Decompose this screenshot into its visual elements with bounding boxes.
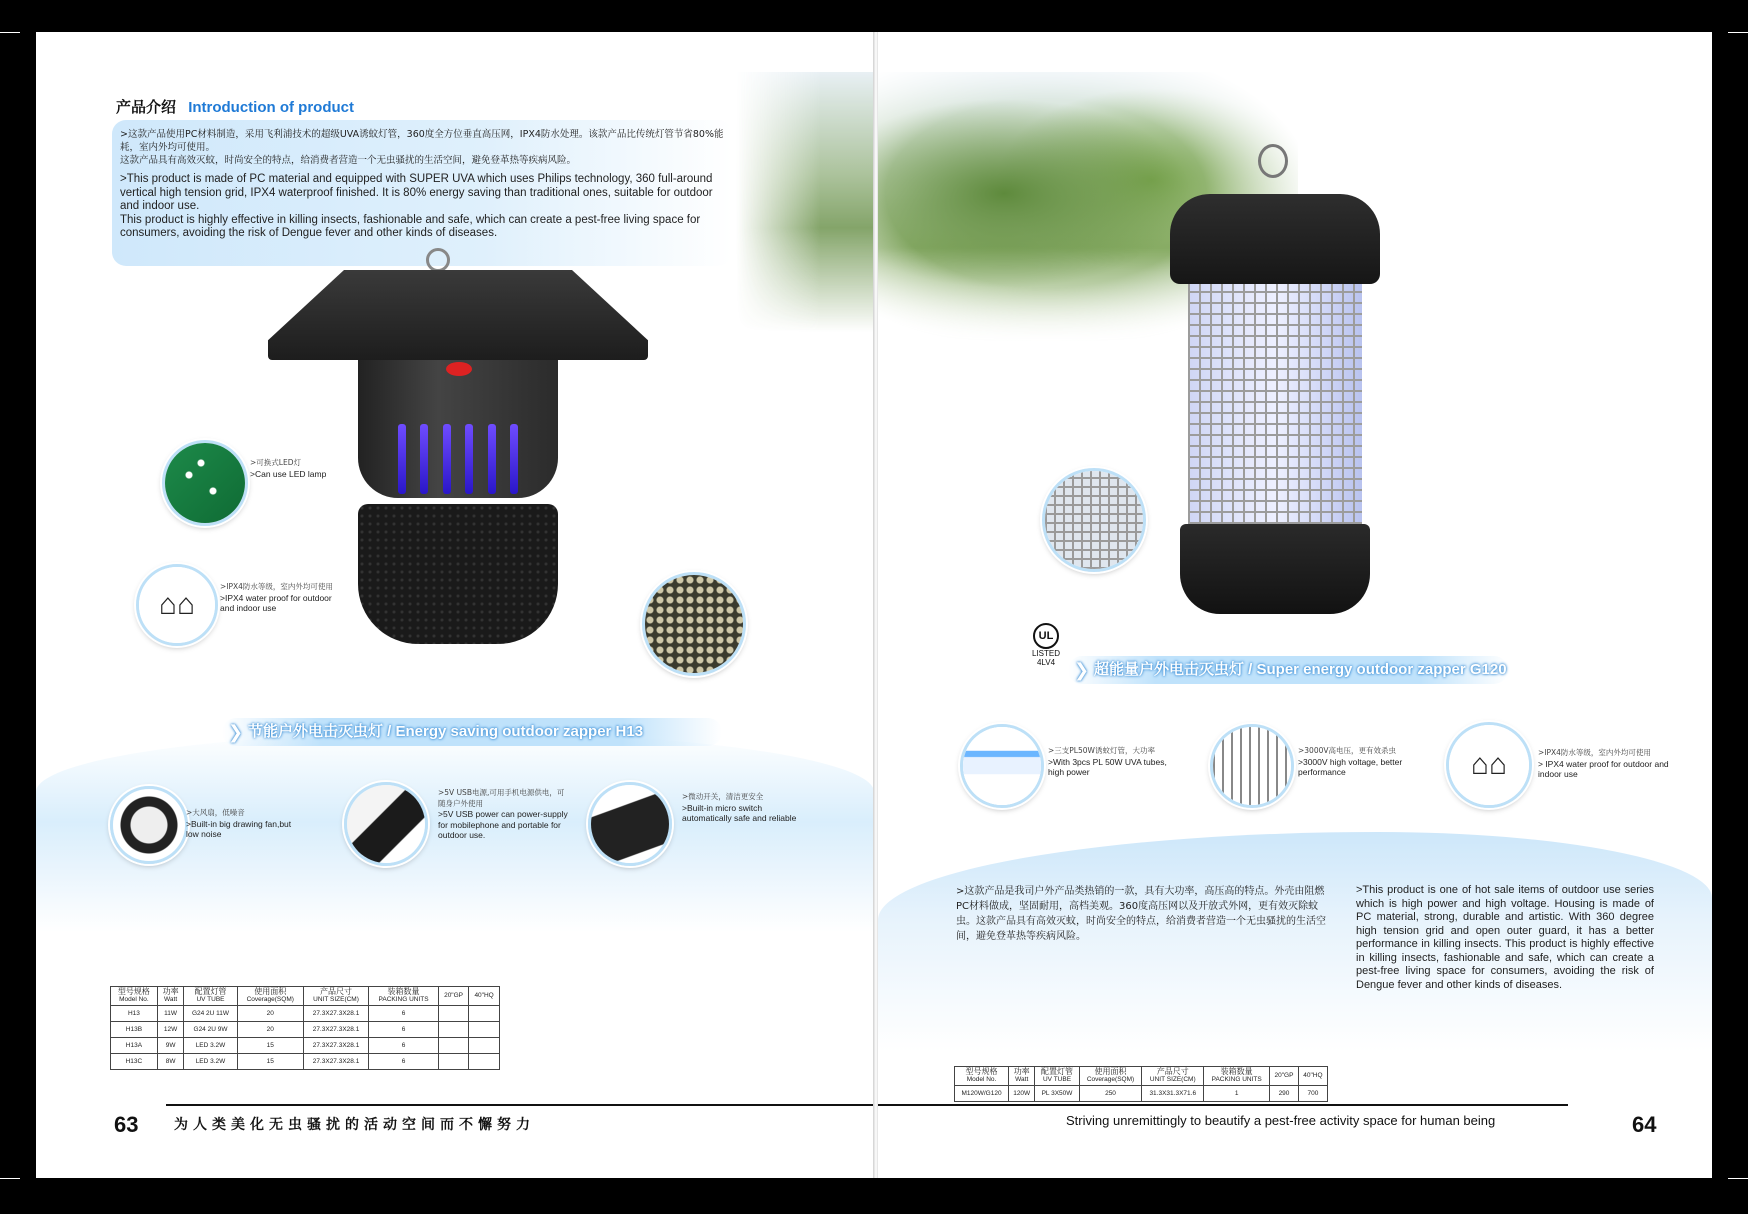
- feature-ipx4: >IPX4防水等级，室内外均可使用 >IPX4 water proof for outdoor and indoor use: [220, 582, 333, 613]
- footer-rule: [878, 1104, 1568, 1106]
- table-cell: 15: [237, 1054, 303, 1070]
- intro-cn-2: 这款产品具有高效灭蚊，时尚安全的特点，给消费者营造一个无虫骚扰的生活空间，避免登革热等疾病风险。: [120, 155, 577, 166]
- table-cell: 31.3X31.3X71.6: [1142, 1086, 1204, 1102]
- indicator-light: [446, 362, 472, 376]
- fan-detail-image: [110, 786, 188, 864]
- header-en: Introduction of product: [188, 99, 354, 116]
- crop-mark: [0, 1178, 20, 1179]
- table-cell: 27.3X27.3X28.1: [303, 1022, 368, 1038]
- table-header-cell: 装箱数量 PACKING UNITS: [369, 987, 439, 1006]
- table-row: [111, 1022, 500, 1038]
- table-cell: LED 3.2W: [184, 1054, 237, 1070]
- table-cell: LED 3.2W: [184, 1038, 237, 1054]
- mesh-detail-image: [642, 572, 746, 676]
- page-number: 63: [114, 1112, 139, 1137]
- spec-table-g120: [954, 1066, 1328, 1102]
- table-cell: 27.3X27.3X28.1: [303, 1038, 368, 1054]
- table-cell: H13: [111, 1006, 158, 1022]
- table-header-cell: 使用面积 Coverage(SQM): [237, 987, 303, 1006]
- lamp-cap: [1170, 194, 1380, 284]
- description-cn: >这款产品是我司户外产品类热销的一款，具有大功率，高压高的特点。外壳由阻燃PC材料做成，坚固耐用，高档美观。360度高压网以及开放式外网，更有效灭除蚊虫。这款产品具有高效灭蚊，时尚安全的特点，给消费者营造一个无虫骚扰的生活空间，避免登革热等疾病风险。: [956, 886, 1326, 942]
- page-left: [36, 32, 874, 1178]
- table-header-cell: 装箱数量 PACKING UNITS: [1204, 1067, 1270, 1086]
- table-row: [111, 1038, 500, 1054]
- lamp-base: [358, 504, 558, 644]
- table-cell: [438, 1006, 468, 1022]
- ul-listed-text: LISTED: [1032, 649, 1061, 658]
- table-header-cell: 40"HQ: [469, 987, 500, 1006]
- switch-detail-image: [588, 782, 672, 866]
- table-cell: [469, 1054, 500, 1070]
- feature-tubes: >三支PL50W诱蚊灯管，大功率 >With 3pcs PL 50W UVA tubes, high power: [1048, 746, 1167, 777]
- chevron-right-icon: ❯: [1074, 660, 1090, 680]
- table-cell: M120W/G120: [955, 1086, 1009, 1102]
- table-cell: H13C: [111, 1054, 158, 1070]
- table-cell: 6: [369, 1006, 439, 1022]
- grid-detail-image: [1042, 468, 1146, 572]
- crop-mark: [0, 32, 20, 33]
- table-cell: 6: [369, 1022, 439, 1038]
- table-header-cell: 产品尺寸 UNIT SIZE(CM): [1142, 1067, 1204, 1086]
- table-cell: G24 2U 9W: [184, 1022, 237, 1038]
- table-cell: [469, 1038, 500, 1054]
- footer-slogan-en: Striving unremittingly to beautify a pest-free activity space for human being: [1066, 1113, 1496, 1128]
- house-icon-circle: [1446, 722, 1532, 808]
- table-header-cell: 功率 Watt: [1009, 1067, 1035, 1086]
- lamp-base: [1180, 524, 1370, 614]
- table-header-cell: 功率 Watt: [157, 987, 184, 1006]
- table-header-row: [955, 1067, 1328, 1086]
- table-cell: 290: [1270, 1086, 1299, 1102]
- footer-slogan-cn: 为人类美化无虫骚扰的活动空间而不懈努力: [174, 1117, 535, 1133]
- feature-fan: >大风扇，低噪音 >Built-in big drawing fan,but low noise: [186, 808, 292, 839]
- table-cell: 700: [1298, 1086, 1327, 1102]
- lamp-roof: [268, 270, 648, 360]
- table-header-row: [111, 987, 500, 1006]
- page-number: 64: [1632, 1112, 1657, 1137]
- spec-table-h13: [110, 986, 500, 1070]
- footer-rule: [166, 1104, 874, 1106]
- hanging-ring: [426, 248, 450, 272]
- ul-mark: UL: [1033, 623, 1059, 649]
- table-header-cell: 使用面积 Coverage(SQM): [1079, 1067, 1142, 1086]
- table-cell: 8W: [157, 1054, 184, 1070]
- product-title-h13: ❯ 节能户外电击灭虫灯 / Energy saving outdoor zapper H13: [222, 718, 722, 746]
- hanging-ring: [1258, 144, 1288, 178]
- table-row: [955, 1086, 1328, 1102]
- table-header-cell: 型号规格 Model No.: [955, 1067, 1009, 1086]
- house-icon: ⌂⌂: [139, 567, 215, 643]
- table-header-cell: 产品尺寸 UNIT SIZE(CM): [303, 987, 368, 1006]
- table-row: [111, 1006, 500, 1022]
- feature-voltage: >3000V高电压，更有效杀虫 >3000V high voltage, better performance: [1298, 746, 1403, 777]
- feature-ipx4: >IPX4防水等级，室内外均可使用 > IPX4 water proof for outdoor and indoor use: [1538, 748, 1669, 779]
- led-board-image: [162, 440, 248, 526]
- table-cell: PL 3X50W: [1035, 1086, 1079, 1102]
- intro-en-1: >This product is made of PC material and equipped with SUPER UVA which uses Philips technology, 360 full-around vertical high tension grid, IPX4 waterproof finished. It is 80% energy saving than traditional ones, suitable for outdoor and indoor use.: [120, 173, 713, 212]
- table-cell: H13A: [111, 1038, 158, 1054]
- intro-box: [112, 120, 732, 266]
- table-cell: G24 2U 11W: [184, 1006, 237, 1022]
- table-cell: 9W: [157, 1038, 184, 1054]
- table-cell: 12W: [157, 1022, 184, 1038]
- table-header-cell: 型号规格 Model No.: [111, 987, 158, 1006]
- table-cell: 250: [1079, 1086, 1142, 1102]
- usb-detail-image: [344, 782, 428, 866]
- table-cell: [438, 1038, 468, 1054]
- uv-slots: [398, 424, 518, 494]
- table-cell: 6: [369, 1038, 439, 1054]
- header-cn: 产品介绍: [116, 99, 177, 116]
- table-cell: 27.3X27.3X28.1: [303, 1006, 368, 1022]
- ul-code: 4LV4: [1036, 658, 1056, 667]
- table-header-cell: 20"GP: [438, 987, 468, 1006]
- table-cell: 6: [369, 1054, 439, 1070]
- table-header-cell: 20"GP: [1270, 1067, 1299, 1086]
- chevron-right-icon: ❯: [228, 722, 244, 742]
- uv-tube-detail-image: [960, 724, 1044, 808]
- table-cell: 15: [237, 1038, 303, 1054]
- product-title-g120: ❯ 超能量户外电击灭虫灯 / Super energy outdoor zapper G120: [1068, 656, 1508, 684]
- table-cell: H13B: [111, 1022, 158, 1038]
- table-cell: [469, 1022, 500, 1038]
- house-icon: ⌂⌂: [1449, 725, 1529, 805]
- table-cell: [469, 1006, 500, 1022]
- feature-usb: >5V USB电源,可用手机电源供电，可随身户外使用 >5V USB power can power-supply for mobilephone and portable for outdoor use.: [438, 788, 568, 840]
- table-cell: 120W: [1009, 1086, 1035, 1102]
- intro-cn-1: >这款产品使用PC材料制造，采用飞利浦技术的超级UVA诱蚊灯管，360度全方位垂直高压网，IPX4防水处理。该款产品比传统灯管节省80%能耗，室内外均可使用。: [120, 129, 724, 153]
- crop-mark: [1728, 32, 1748, 33]
- product-image-g120: [1160, 144, 1390, 614]
- page-right: [878, 32, 1712, 1178]
- description-en: >This product is one of hot sale items of outdoor use series which is high power and high voltage. Housing is made of PC material, strong, durable and artistic. With 360 degree high tension grid and open outer guard, it has a better performance in killing insects. This product is highly effective in killing insects, fashionable and safe, which can create a pest-free living space for consumers, avoiding the risk of Dengue fever and other kinds of diseases.: [1356, 884, 1654, 991]
- table-header-cell: 配置灯管 UV TUBE: [184, 987, 237, 1006]
- table-cell: [438, 1022, 468, 1038]
- crop-mark: [1728, 1178, 1748, 1179]
- feature-switch: >微动开关，清洁更安全 >Built-in micro switch automatically safe and reliable: [682, 792, 797, 823]
- section-header: [116, 96, 354, 117]
- table-row: [111, 1054, 500, 1070]
- table-header-cell: 40"HQ: [1298, 1067, 1327, 1086]
- intro-en-2: This product is highly effective in killing insects, fashionable and safe, which can create a pest-free living space for consumers, avoiding the risk of Dengue fever and other kinds of diseases.: [120, 213, 701, 239]
- cage-detail-image: [1210, 724, 1294, 808]
- table-cell: 20: [237, 1006, 303, 1022]
- electric-grid: [1188, 284, 1362, 524]
- table-header-cell: 配置灯管 UV TUBE: [1035, 1067, 1079, 1086]
- feature-led: >可换式LED灯 >Can use LED lamp: [250, 458, 327, 479]
- table-cell: 20: [237, 1022, 303, 1038]
- table-cell: 1: [1204, 1086, 1270, 1102]
- table-cell: 11W: [157, 1006, 184, 1022]
- house-icon-circle: [136, 564, 218, 646]
- ul-listed-logo: [1032, 623, 1060, 667]
- table-cell: [438, 1054, 468, 1070]
- table-cell: 27.3X27.3X28.1: [303, 1054, 368, 1070]
- garden-background: [736, 72, 874, 332]
